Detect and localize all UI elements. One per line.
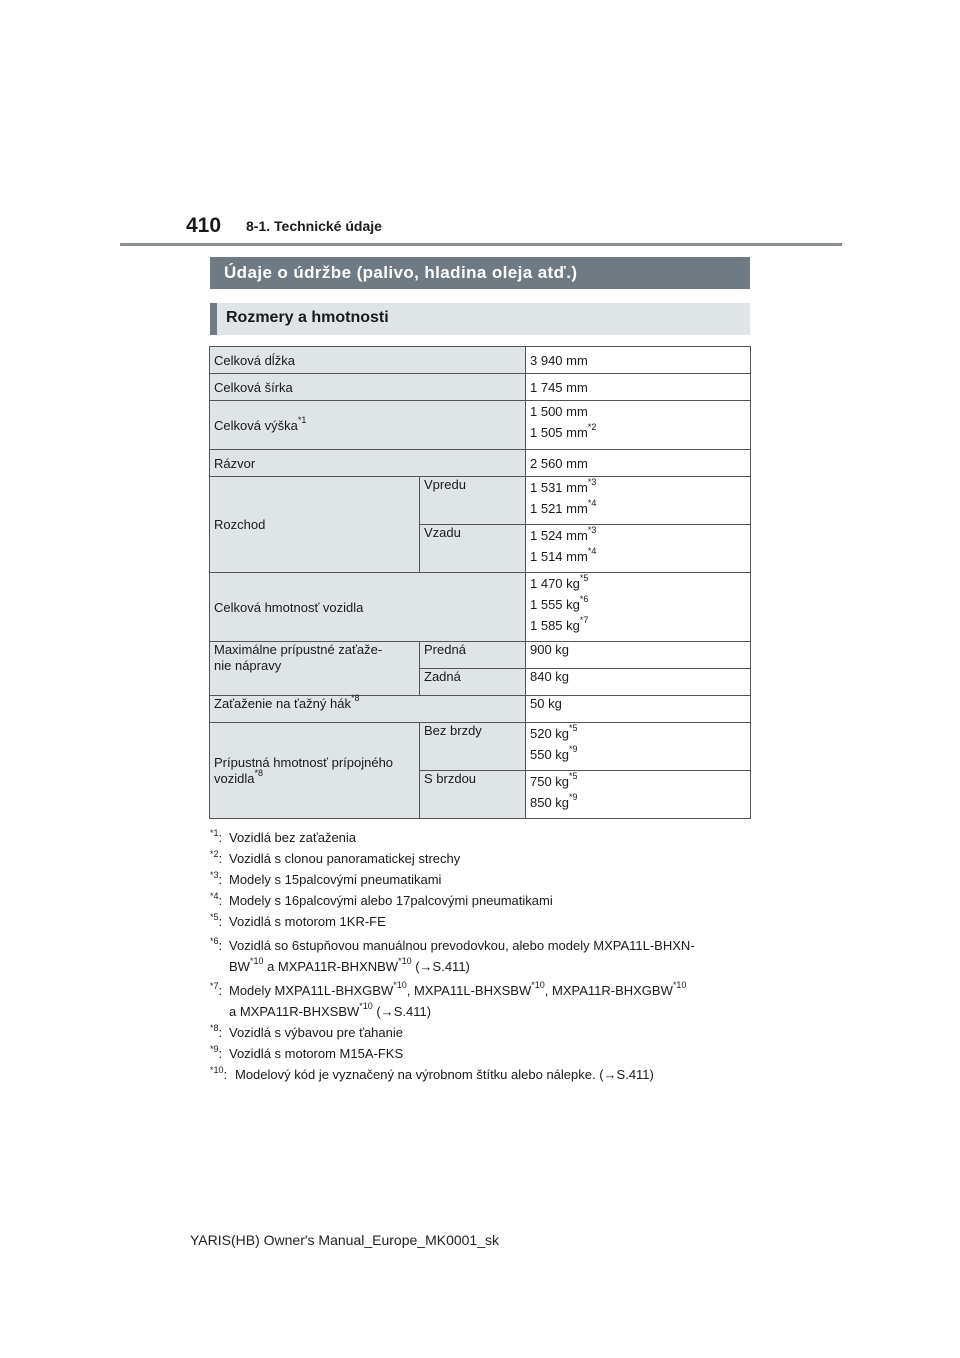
dimensions-table (209, 346, 751, 819)
table-row (210, 374, 751, 401)
axle-label: Maximálne prípustné zaťaže- nie nápravy (210, 642, 420, 696)
footnote: $^{*9}$: Vozidlá s motorom M15A-FKS (210, 1044, 404, 1061)
table-row (210, 401, 751, 450)
track-rear-values: 1 524 $mm^{*3}$ 1 514 $mm^{*4}$ (526, 525, 751, 573)
header-rule (120, 243, 842, 246)
footnote: $^{*1}$: Vozidlá bez zaťaženia (210, 828, 357, 845)
unbraked-values: 520 $kg^{*5}$ 550 $kg^{*9}$ (526, 723, 751, 771)
footnotes (210, 827, 755, 1085)
braked-values: 750 $kg^{*5}$ 850 $kg^{*9}$ (526, 771, 751, 819)
towball-label: Zaťaženie na ťažný hák$^{*8}$ (210, 696, 526, 723)
braked-label: S brzdou (420, 771, 526, 819)
gvw-label: Celková hmotnosť vozidla (210, 573, 526, 642)
table-row (210, 450, 751, 477)
footnote: $^{*2}$: Vozidlá s clonou panoramatickej strechy (210, 849, 461, 866)
gvw-values: 1 470 $kg^{*5}$ 1 555 $kg^{*6}$ 1 585 $kg^{*7}$ (526, 573, 751, 642)
footnote: $^{*10}$: Modelový kód je vyznačený na výrobnom štítku alebo nálepke. (→S.411) (210, 1065, 654, 1082)
track-label: Rozchod (210, 477, 420, 573)
track-rear-label: Vzadu (420, 525, 526, 573)
track-front-label: Vpredu (420, 477, 526, 525)
footnote: $^{*3}$: Modely s 15palcovými pneumatikami (210, 870, 442, 887)
table-row (210, 477, 751, 525)
axle-rear-label: Zadná (420, 669, 526, 696)
unbraked-label: Bez brzdy (420, 723, 526, 771)
table-row (210, 573, 751, 642)
footer-text: YARIS(HB) Owner's Manual_Europe_MK0001_sk (190, 1232, 499, 1248)
width-label: Celková šírka (210, 374, 526, 401)
track-front-values: 1 531 $mm^{*3}$ 1 521 $mm^{*4}$ (526, 477, 751, 525)
footnote: $^{*5}$: Vozidlá s motorom 1KR-FE (210, 912, 386, 929)
footnote: $^{*8}$: Vozidlá s výbavou pre ťahanie (210, 1023, 403, 1040)
table-row (210, 696, 751, 723)
wheelbase-value: 2 560 mm (526, 450, 751, 477)
height-values: 1 500 mm 1 505 $mm^{*2}$ (526, 401, 751, 450)
axle-rear-value: 840 kg (526, 669, 751, 696)
wheelbase-label: Rázvor (210, 450, 526, 477)
main-section-title: Údaje o údržbe (palivo, hladina oleja atď.) (210, 257, 750, 289)
footnote: $^{*7}$: Modely MXPA11L-BHXGBW$^{*10}$, MXPA11L-BHXSBW$^{*10}$, MXPA11R-BHXGBW$^{*10}$ a MXPA11R-BHXSBW$^{*10}$ (→S.411) (210, 980, 687, 1019)
table-row (210, 723, 751, 771)
footnote: $^{*6}$: Vozidlá so 6stupňovou manuálnou prevodovkou, alebo modely MXPA11L-BHXN- BW$^{*10}$ a MXPA11R-BHXNBW$^{*10}$ (→S.411) (210, 936, 695, 974)
footnote: $^{*4}$: Modely s 16palcovými alebo 17palcovými pneumatikami (210, 891, 553, 908)
table-row (210, 347, 751, 374)
width-value: 1 745 mm (526, 374, 751, 401)
section-label: 8-1. Technické údaje (246, 218, 382, 234)
towball-value: 50 kg (526, 696, 751, 723)
page-number: 410 (186, 214, 222, 237)
axle-front-value: 900 kg (526, 642, 751, 669)
length-value: 3 940 mm (526, 347, 751, 374)
trailer-label: Prípustná hmotnosť prípojného vozidla$^{*8}$ (210, 723, 420, 819)
axle-front-label: Predná (420, 642, 526, 669)
length-label: Celková dĺžka (210, 347, 526, 374)
subsection-title: Rozmery a hmotnosti (210, 303, 750, 335)
height-label: Celková výška$^{*1}$ (210, 401, 526, 450)
table-row (210, 642, 751, 669)
